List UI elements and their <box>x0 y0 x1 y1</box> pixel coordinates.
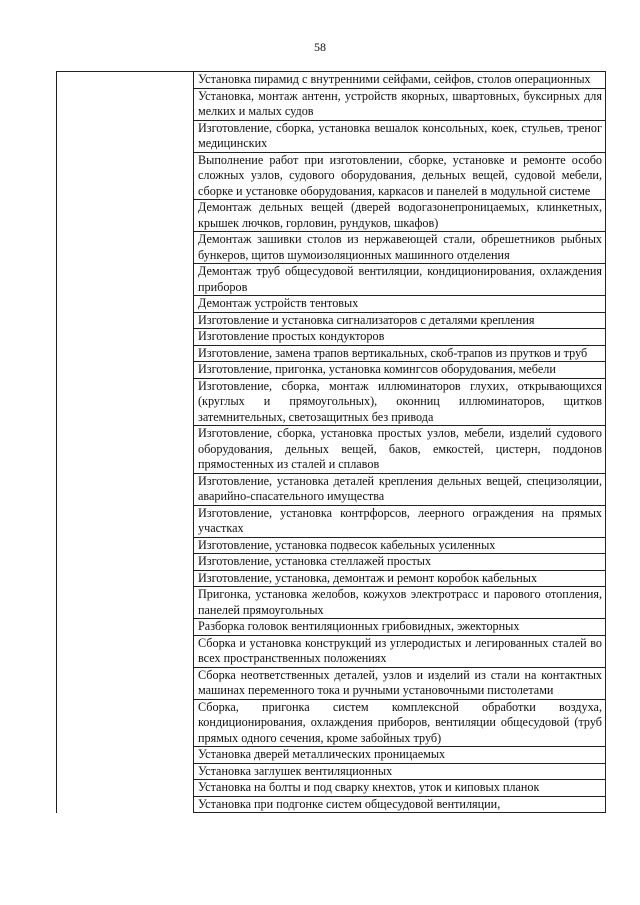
table-row <box>57 296 606 313</box>
work-description-cell: Установка заглушек вентиляционных <box>194 764 606 781</box>
work-description-cell: Демонтаж дельных вещей (дверей водогазонепроницаемых, клинкетных, крышек лючков, горловин, рундуков, шкафов) <box>194 200 606 232</box>
work-description-cell: Изготовление, сборка, монтаж иллюминаторов глухих, открывающихся (круглых и прямоугольных), оконниц иллюминаторов, щитков затемнительных, светозащитных без привода <box>194 379 606 427</box>
work-description-cell: Установка, монтаж антенн, устройств якорных, швартовных, буксирных для мелких и малых судов <box>194 89 606 121</box>
empty-left-cell <box>57 153 194 201</box>
table-row <box>57 362 606 379</box>
table-row <box>57 232 606 264</box>
work-description-cell: Демонтаж труб общесудовой вентиляции, кондиционирования, охлаждения приборов <box>194 264 606 296</box>
table-row <box>57 764 606 781</box>
table-row <box>57 474 606 506</box>
work-description-cell: Изготовление и установка сигнализаторов с деталями крепления <box>194 313 606 330</box>
table-row <box>57 346 606 363</box>
work-description-cell: Изготовление, установка, демонтаж и ремонт коробок кабельных <box>194 571 606 588</box>
empty-left-cell <box>57 797 194 814</box>
work-description-cell: Установка пирамид с внутренними сейфами, сейфов, столов операционных <box>194 72 606 89</box>
table-row <box>57 587 606 619</box>
empty-left-cell <box>57 296 194 313</box>
table-row <box>57 636 606 668</box>
work-table <box>56 71 606 813</box>
work-description-cell: Сборка, пригонка систем комплексной обработки воздуха, кондиционирования, охлаждения приборов, вентиляции общесудовой (труб прямых одного сечения, кроме забойных труб) <box>194 700 606 748</box>
empty-left-cell <box>57 121 194 153</box>
work-description-cell: Разборка головок вентиляционных грибовидных, эжекторных <box>194 619 606 636</box>
table-row <box>57 668 606 700</box>
empty-left-cell <box>57 200 194 232</box>
work-description-cell: Изготовление, установка стеллажей простых <box>194 554 606 571</box>
empty-left-cell <box>57 89 194 121</box>
work-description-cell: Пригонка, установка желобов, кожухов электротрасс и парового отопления, панелей прямоугольных <box>194 587 606 619</box>
empty-left-cell <box>57 747 194 764</box>
empty-left-cell <box>57 379 194 427</box>
work-description-cell: Изготовление, установка подвесок кабельных усиленных <box>194 538 606 555</box>
table-row <box>57 121 606 153</box>
empty-left-cell <box>57 636 194 668</box>
empty-left-cell <box>57 474 194 506</box>
table-row <box>57 264 606 296</box>
table-row <box>57 72 606 89</box>
table-row <box>57 506 606 538</box>
empty-left-cell <box>57 329 194 346</box>
work-description-cell: Изготовление простых кондукторов <box>194 329 606 346</box>
table-row <box>57 313 606 330</box>
table-row <box>57 89 606 121</box>
table-row <box>57 797 606 814</box>
work-description-cell: Установка дверей металлических проницаемых <box>194 747 606 764</box>
table-row <box>57 379 606 427</box>
empty-left-cell <box>57 264 194 296</box>
table-row <box>57 554 606 571</box>
work-description-cell: Изготовление, установка контрфорсов, леерного ограждения на прямых участках <box>194 506 606 538</box>
work-description-cell: Установка при подгонке систем общесудовой вентиляции, <box>194 797 606 814</box>
work-description-cell: Изготовление, пригонка, установка комингсов оборудования, мебели <box>194 362 606 379</box>
empty-left-cell <box>57 554 194 571</box>
work-description-cell: Изготовление, замена трапов вертикальных, скоб-трапов из прутков и труб <box>194 346 606 363</box>
empty-left-cell <box>57 619 194 636</box>
empty-left-cell <box>57 506 194 538</box>
work-description-cell: Демонтаж устройств тентовых <box>194 296 606 313</box>
table-row <box>57 619 606 636</box>
empty-left-cell <box>57 668 194 700</box>
empty-left-cell <box>57 571 194 588</box>
empty-left-cell <box>57 538 194 555</box>
table-row <box>57 780 606 797</box>
table-row <box>57 700 606 748</box>
work-description-cell: Изготовление, установка деталей крепления дельных вещей, специзоляции, аварийно-спасательного имущества <box>194 474 606 506</box>
empty-left-cell <box>57 780 194 797</box>
work-description-cell: Выполнение работ при изготовлении, сборке, установке и ремонте особо сложных узлов, судового оборудования, дельных вещей, судовой мебели, сборке и установке оборудования, каркасов и панелей в модульной системе <box>194 153 606 201</box>
empty-left-cell <box>57 764 194 781</box>
empty-left-cell <box>57 232 194 264</box>
empty-left-cell <box>57 426 194 474</box>
table-row <box>57 329 606 346</box>
table-row <box>57 747 606 764</box>
empty-left-cell <box>57 72 194 89</box>
table-row <box>57 538 606 555</box>
work-description-cell: Изготовление, сборка, установка простых узлов, мебели, изделий судового оборудования, дельных вещей, баков, емкостей, цистерн, поддонов прямостенных из сталей и сплавов <box>194 426 606 474</box>
empty-left-cell <box>57 362 194 379</box>
work-description-cell: Изготовление, сборка, установка вешалок консольных, коек, стульев, треног медицинских <box>194 121 606 153</box>
work-description-cell: Сборка неответственных деталей, узлов и изделий из стали на контактных машинах переменного тока и ручными установочными пистолетами <box>194 668 606 700</box>
page-number: 58 <box>314 40 326 54</box>
table-row <box>57 426 606 474</box>
table-row <box>57 571 606 588</box>
work-description-cell: Демонтаж зашивки столов из нержавеющей стали, обрешетников рыбных бункеров, щитов шумоизоляционных машинного отделения <box>194 232 606 264</box>
empty-left-cell <box>57 587 194 619</box>
work-description-cell: Сборка и установка конструкций из углеродистых и легированных сталей во всех пространственных положениях <box>194 636 606 668</box>
empty-left-cell <box>57 700 194 748</box>
empty-left-cell <box>57 346 194 363</box>
table-row <box>57 153 606 201</box>
empty-left-cell <box>57 313 194 330</box>
work-description-cell: Установка на болты и под сварку кнехтов, уток и киповых планок <box>194 780 606 797</box>
table-row <box>57 200 606 232</box>
